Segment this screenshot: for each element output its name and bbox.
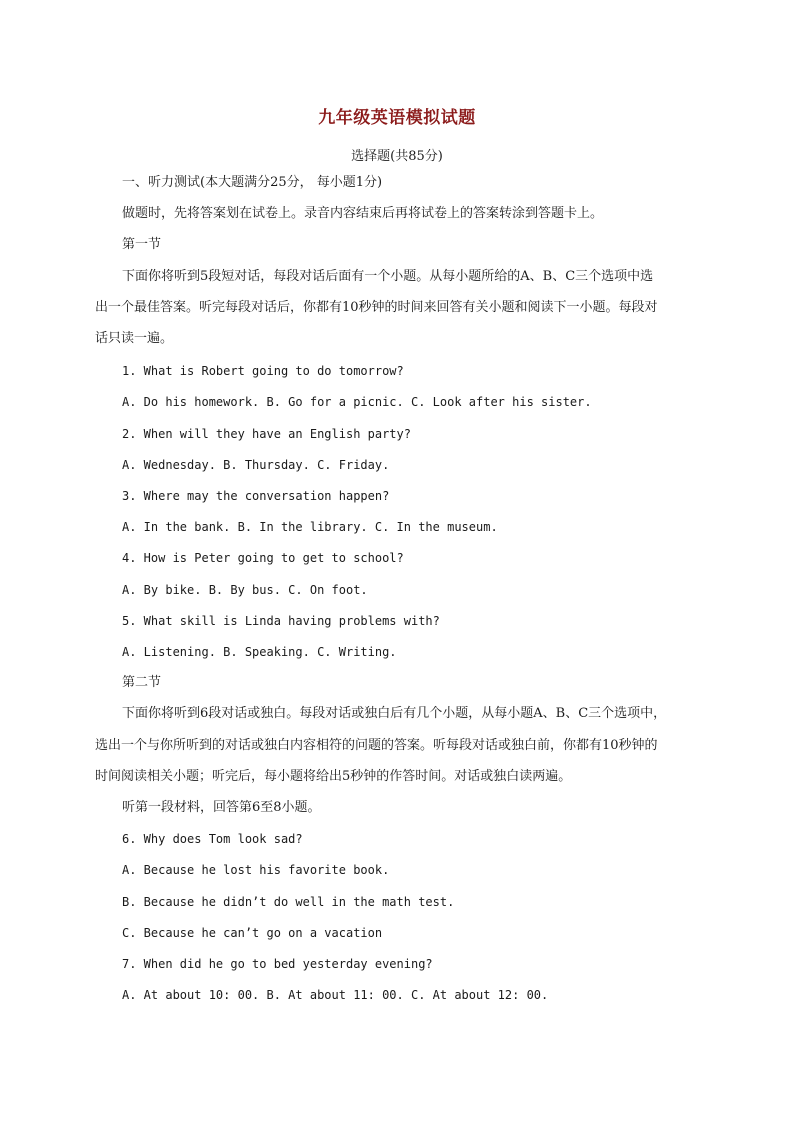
question-text: 4. How is Peter going to get to school? [122, 551, 404, 565]
question-text: 6. Why does Tom look sad? [122, 832, 303, 846]
section-subtitle: 选择题(共85分) [351, 149, 443, 164]
answer-options: A. In the bank. B. In the library. C. In the museum. [122, 520, 498, 534]
instruction-line: 下面你将听到6段对话或独白。每段对话或独白后有几个小题，从每小题A、B、C三个选项中， [122, 706, 667, 721]
instruction-line: 出一个最佳答案。听完每段对话后，你都有10秒钟的时间来回答有关小题和阅读下一小题。每段对 [95, 300, 658, 315]
answer-options: A. Wednesday. B. Thursday. C. Friday. [122, 458, 390, 472]
instruction-line: 时间阅读相关小题；听完后，每小题将给出5秒钟的作答时间。对话或独白读两遍。 [95, 769, 572, 784]
instruction-line: 做题时，先将答案划在试卷上。录音内容结束后再将试卷上的答案转涂到答题卡上。 [122, 206, 604, 221]
answer-options: A. Do his homework. B. Go for a picnic. C. Look after his sister. [122, 395, 592, 409]
answer-options: A. At about 10: 00. B. At about 11: 00. C. At about 12: 00. [122, 988, 549, 1002]
section-heading: 一、听力测试(本大题满分25分， 每小题1分) [122, 175, 383, 190]
question-text: 2. When will they have an English party? [122, 427, 411, 441]
question-text: 3. Where may the conversation happen? [122, 489, 390, 503]
answer-options: A. By bike. B. By bus. C. On foot. [122, 583, 368, 597]
answer-option: A. Because he lost his favorite book. [122, 863, 390, 877]
question-text: 1. What is Robert going to do tomorrow? [122, 364, 404, 378]
answer-option: C. Because he can’t go on a vacation [122, 926, 383, 940]
material-heading: 听第一段材料，回答第6至8小题。 [122, 800, 321, 815]
instruction-line: 话只读一遍。 [95, 331, 174, 346]
page-title: 九年级英语模拟试题 [318, 108, 476, 128]
answer-options: A. Listening. B. Speaking. C. Writing. [122, 645, 397, 659]
instruction-line: 选出一个与你所听到的对话或独白内容相符的问题的答案。听每段对话或独白前，你都有10秒钟的 [95, 738, 658, 753]
part-heading: 第一节 [122, 237, 162, 252]
part-heading: 第二节 [122, 675, 162, 690]
question-text: 5. What skill is Linda having problems with? [122, 614, 440, 628]
question-text: 7. When did he go to bed yesterday evening? [122, 957, 433, 971]
instruction-line: 下面你将听到5段短对话，每段对话后面有一个小题。从每小题所给的A、B、C三个选项中选 [122, 269, 654, 284]
answer-option: B. Because he didn’t do well in the math test. [122, 895, 455, 909]
